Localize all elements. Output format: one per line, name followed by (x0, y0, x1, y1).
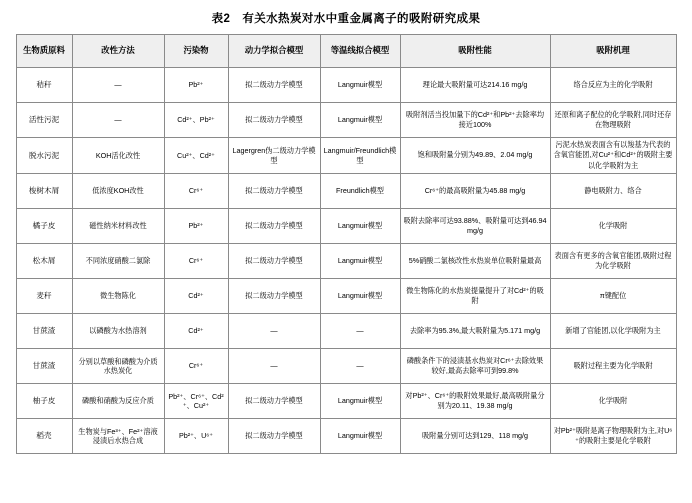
research-results-table (16, 34, 677, 454)
table-row (16, 384, 676, 419)
cell-modification-method: 低浓度KOH改性 (72, 174, 164, 209)
cell-modification-method: 磷酸和硝酸为反应介质 (72, 384, 164, 419)
cell-kinetic-model: 拟二级动力学模型 (228, 244, 320, 279)
cell-kinetic-model: — (228, 349, 320, 384)
column-header-pollutant: 污染物 (164, 35, 228, 68)
cell-adsorption-mechanism: 络合反应为主的化学吸附 (550, 68, 676, 103)
cell-modification-method: 生物炭与Fe³⁺、Fe²⁺溶液浸渍后水热合成 (72, 419, 164, 454)
table-caption (0, 0, 692, 34)
column-header-kinetic-model: 动力学拟合模型 (228, 35, 320, 68)
table-row (16, 314, 676, 349)
cell-isotherm-model: Langmuir模型 (320, 279, 400, 314)
table-header (16, 35, 676, 68)
caption-number: 表2 (211, 13, 231, 25)
cell-adsorption-mechanism: 化学吸附 (550, 384, 676, 419)
table-row (16, 68, 676, 103)
cell-biomass-source: 甘蔗渣 (16, 314, 72, 349)
cell-adsorption-performance: 饱和吸附量分别为49.89、2.04 mg/g (400, 138, 550, 174)
cell-modification-method: 分别以草酸和磷酸为介质水热炭化 (72, 349, 164, 384)
cell-pollutant: Cr⁶⁺ (164, 349, 228, 384)
cell-kinetic-model: Lagergren伪二级动力学模型 (228, 138, 320, 174)
caption-title: 有关水热炭对水中重金属离子的吸附研究成果 (242, 13, 481, 25)
cell-kinetic-model: 拟二级动力学模型 (228, 103, 320, 138)
cell-pollutant: Pb²⁺ (164, 209, 228, 244)
cell-adsorption-performance: 吸附剂活当投加量下的Cd²⁺和Pb²⁺去除率均接近100% (400, 103, 550, 138)
cell-modification-method: KOH活化改性 (72, 138, 164, 174)
table-row (16, 138, 676, 174)
cell-pollutant: Cd²⁺ (164, 279, 228, 314)
cell-kinetic-model: — (228, 314, 320, 349)
cell-modification-method: 以磷酸为水热溶剂 (72, 314, 164, 349)
cell-biomass-source: 松木屑 (16, 244, 72, 279)
cell-isotherm-model: Langmuir模型 (320, 103, 400, 138)
cell-pollutant: Cu²⁺、Cd²⁺ (164, 138, 228, 174)
cell-biomass-source: 柚子皮 (16, 384, 72, 419)
cell-adsorption-performance: 磷酸条件下的浸渍基水热炭对Cr⁶⁺去除效果较好,最高去除率可到99.8% (400, 349, 550, 384)
cell-adsorption-mechanism: 化学吸附 (550, 209, 676, 244)
cell-adsorption-mechanism: 还原和离子配位的化学吸附,同时还存在物理吸附 (550, 103, 676, 138)
table-row (16, 279, 676, 314)
cell-isotherm-model: Freundlich模型 (320, 174, 400, 209)
cell-isotherm-model: Langmuir模型 (320, 209, 400, 244)
cell-pollutant: Cr⁶⁺ (164, 174, 228, 209)
cell-adsorption-mechanism: 对Pb²⁺吸附是离子物理吸附为主,对U⁶⁺的吸附主要是化学吸附 (550, 419, 676, 454)
cell-adsorption-mechanism: π键配位 (550, 279, 676, 314)
cell-biomass-source: 活性污泥 (16, 103, 72, 138)
cell-biomass-source: 稻壳 (16, 419, 72, 454)
cell-isotherm-model: Langmuir模型 (320, 244, 400, 279)
cell-pollutant: Pb²⁺、Cr⁶⁺、Cd²⁺、Cu²⁺ (164, 384, 228, 419)
cell-isotherm-model: Langmuir模型 (320, 419, 400, 454)
column-header-biomass-source: 生物质原料 (16, 35, 72, 68)
cell-pollutant: Cr⁶⁺ (164, 244, 228, 279)
cell-biomass-source: 甘蔗渣 (16, 349, 72, 384)
cell-biomass-source: 脱水污泥 (16, 138, 72, 174)
cell-kinetic-model: 拟二级动力学模型 (228, 209, 320, 244)
cell-adsorption-performance: 吸附量分别可达到129、118 mg/g (400, 419, 550, 454)
cell-pollutant: Cd²⁺、Pb²⁺ (164, 103, 228, 138)
cell-kinetic-model: 拟二级动力学模型 (228, 68, 320, 103)
cell-isotherm-model: — (320, 314, 400, 349)
column-header-adsorption-performance: 吸附性能 (400, 35, 550, 68)
cell-kinetic-model: 拟二级动力学模型 (228, 419, 320, 454)
cell-kinetic-model: 拟二级动力学模型 (228, 384, 320, 419)
cell-isotherm-model: Langmuir模型 (320, 384, 400, 419)
cell-modification-method: 不同浓度硝酸二氯除 (72, 244, 164, 279)
cell-isotherm-model: Langmuir/Freundlich模型 (320, 138, 400, 174)
cell-biomass-source: 麦秆 (16, 279, 72, 314)
table-row (16, 103, 676, 138)
table-row (16, 174, 676, 209)
cell-isotherm-model: — (320, 349, 400, 384)
cell-adsorption-mechanism: 静电吸附力、络合 (550, 174, 676, 209)
cell-isotherm-model: Langmuir模型 (320, 68, 400, 103)
cell-adsorption-mechanism: 表面含有更多的含氧官能团,吸附过程为化学吸附 (550, 244, 676, 279)
cell-adsorption-performance: 5%硝酸二氯核改性水热炭单位吸附量最高 (400, 244, 550, 279)
cell-adsorption-performance: 对Pb²⁺、Cr⁶⁺的吸附效果最好,最高吸附量分别为20.11、19.38 mg/g (400, 384, 550, 419)
cell-modification-method: 微生物陈化 (72, 279, 164, 314)
cell-adsorption-performance: 吸附去除率可达93.88%、吸附量可达到46.94 mg/g (400, 209, 550, 244)
column-header-adsorption-mechanism: 吸附机理 (550, 35, 676, 68)
column-header-modification-method: 改性方法 (72, 35, 164, 68)
cell-adsorption-mechanism: 污泥水热炭表面含有以羧基为代表的含氧官能团,对Cu²⁺和Cd²⁺的吸附主要以化学吸附为主 (550, 138, 676, 174)
cell-kinetic-model: 拟二级动力学模型 (228, 174, 320, 209)
table-row (16, 244, 676, 279)
cell-modification-method: — (72, 103, 164, 138)
cell-adsorption-performance: Cr⁶⁺的最高吸附量为45.88 mg/g (400, 174, 550, 209)
cell-pollutant: Pb²⁺ (164, 68, 228, 103)
cell-biomass-source: 橘子皮 (16, 209, 72, 244)
header-row (16, 35, 676, 68)
table-body (16, 68, 676, 454)
cell-adsorption-mechanism: 吸附过程主要为化学吸附 (550, 349, 676, 384)
cell-modification-method: 磁性纳米材料改性 (72, 209, 164, 244)
cell-kinetic-model: 拟二级动力学模型 (228, 279, 320, 314)
cell-pollutant: Pb²⁺、U⁶⁺ (164, 419, 228, 454)
cell-pollutant: Cd²⁺ (164, 314, 228, 349)
column-header-isotherm-model: 等温线拟合模型 (320, 35, 400, 68)
cell-modification-method: — (72, 68, 164, 103)
cell-adsorption-performance: 去除率为95.3%,最大吸附量为5.171 mg/g (400, 314, 550, 349)
cell-adsorption-mechanism: 新增了官能团,以化学吸附为主 (550, 314, 676, 349)
table-row (16, 419, 676, 454)
cell-biomass-source: 梭树木屑 (16, 174, 72, 209)
cell-biomass-source: 秸秆 (16, 68, 72, 103)
cell-adsorption-performance: 微生物陈化的水热炭提量提升了对Cd²⁺的吸附 (400, 279, 550, 314)
table-row (16, 209, 676, 244)
table-row (16, 349, 676, 384)
cell-adsorption-performance: 理论最大吸附量可达214.16 mg/g (400, 68, 550, 103)
